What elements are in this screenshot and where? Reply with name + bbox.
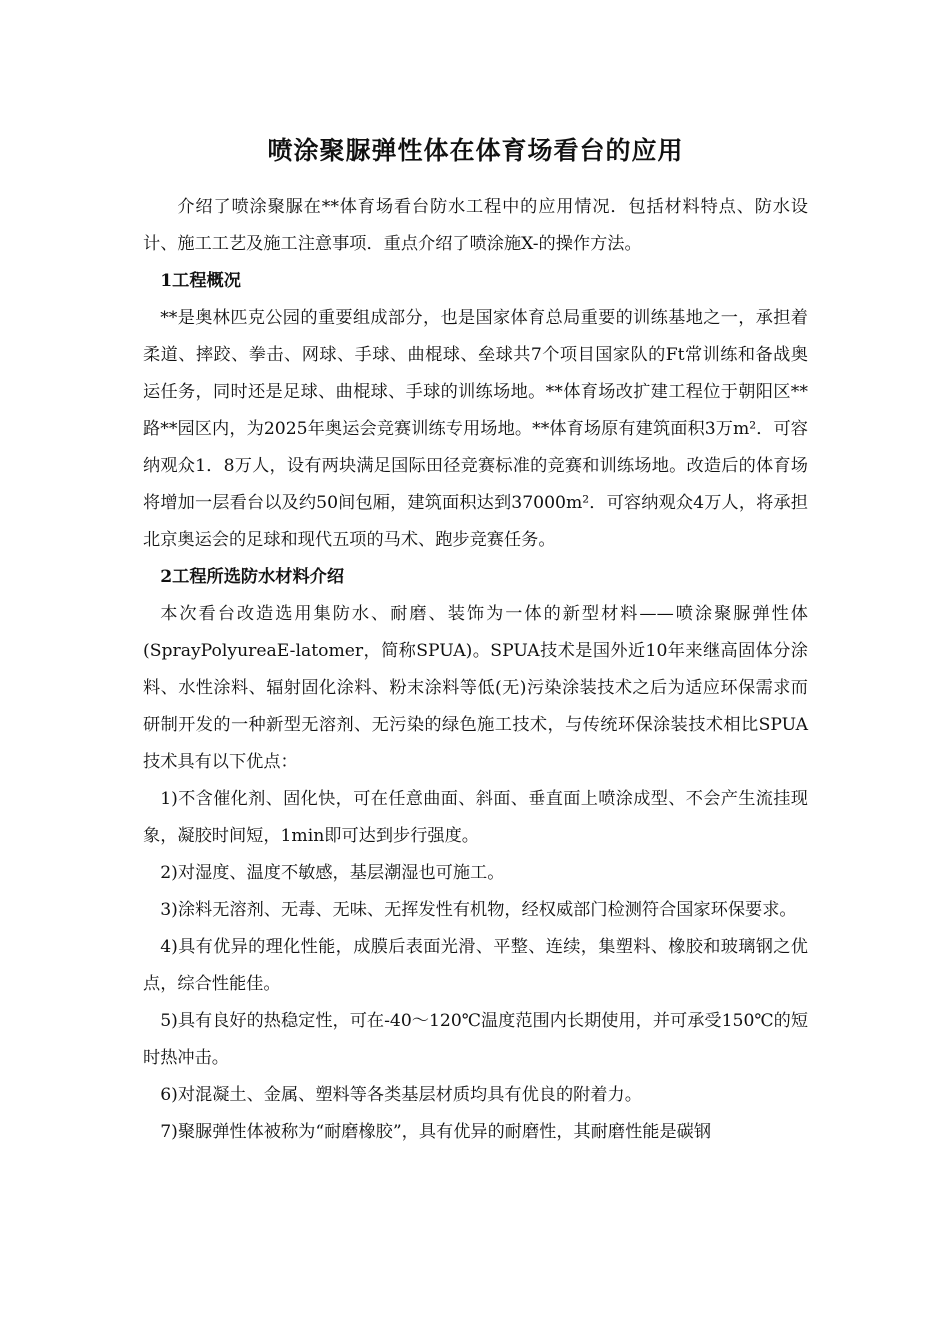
- list-item: 5)具有良好的热稳定性，可在-40～120℃温度范围内长期使用，并可承受150℃的短时热冲击。: [143, 1011, 809, 1068]
- section-1-heading: 1工程概况: [160, 271, 241, 291]
- list-item: 7)聚脲弹性体被称为“耐磨橡胶”，具有优异的耐磨性，其耐磨性能是碳钢: [160, 1122, 712, 1142]
- section-1-paragraph: **是奥林匹克公园的重要组成部分，也是国家体育总局重要的训练基地之一，承担着柔道、摔跤、拳击、网球、手球、曲棍球、垒球共7个项目国家队的Ft常训练和备战奥运任务，同时还是足球、曲棍球、手球的训练场地。**体育场改扩建工程位于朝阳区**路**园区内，为2025年奥运会竞赛训练专用场地。**体育场原有建筑面积3万m²．可容纳观众1．8万人，设有两块满足国际田径竞赛标准的竞赛和训练场地。改造后的体育场将增加一层看台以及约50间包厢，建筑面积达到37000m²．可容纳观众4万人，将承担北京奥运会的足球和现代五项的马术、跑步竞赛任务。: [143, 308, 808, 550]
- list-item: 4)具有优异的理化性能，成膜后表面光滑、平整、连续，集塑料、橡胶和玻璃钢之优点，综合性能佳。: [143, 937, 808, 994]
- document-title: 喷涂聚脲弹性体在体育场看台的应用: [267, 136, 684, 165]
- abstract-paragraph: 介绍了喷涂聚脲在**体育场看台防水工程中的应用情况．包括材料特点、防水设计、施工工艺及施工注意事项．重点介绍了喷涂施X-的操作方法。: [143, 197, 808, 254]
- section-2-heading: 2工程所选防水材料介绍: [160, 567, 345, 587]
- list-item: 6)对混凝土、金属、塑料等各类基层材质均具有优良的附着力。: [160, 1085, 642, 1105]
- list-item: 1)不含催化剂、固化快，可在任意曲面、斜面、垂直面上喷涂成型、不会产生流挂现象，凝胶时间短，1min即可达到步行强度。: [143, 789, 808, 846]
- section-2-paragraph: 本次看台改造选用集防水、耐磨、装饰为一体的新型材料——喷涂聚脲弹性体(SprayPolyureaE-latomer，简称SPUA)。SPUA技术是国外近10年来继高固体分涂料、水性涂料、辐射固化涂料、粉末涂料等低(无)污染涂装技术之后为适应环保需求而研制开发的一种新型无溶剂、无污染的绿色施工技术，与传统环保涂装技术相比SPUA技术具有以下优点：: [143, 604, 808, 772]
- list-item: 3)涂料无溶剂、无毒、无味、无挥发性有机物，经权威部门检测符合国家环保要求。: [160, 900, 797, 920]
- document-body: [143, 131, 808, 1151]
- list-item: 2)对湿度、温度不敏感，基层潮湿也可施工。: [160, 863, 505, 883]
